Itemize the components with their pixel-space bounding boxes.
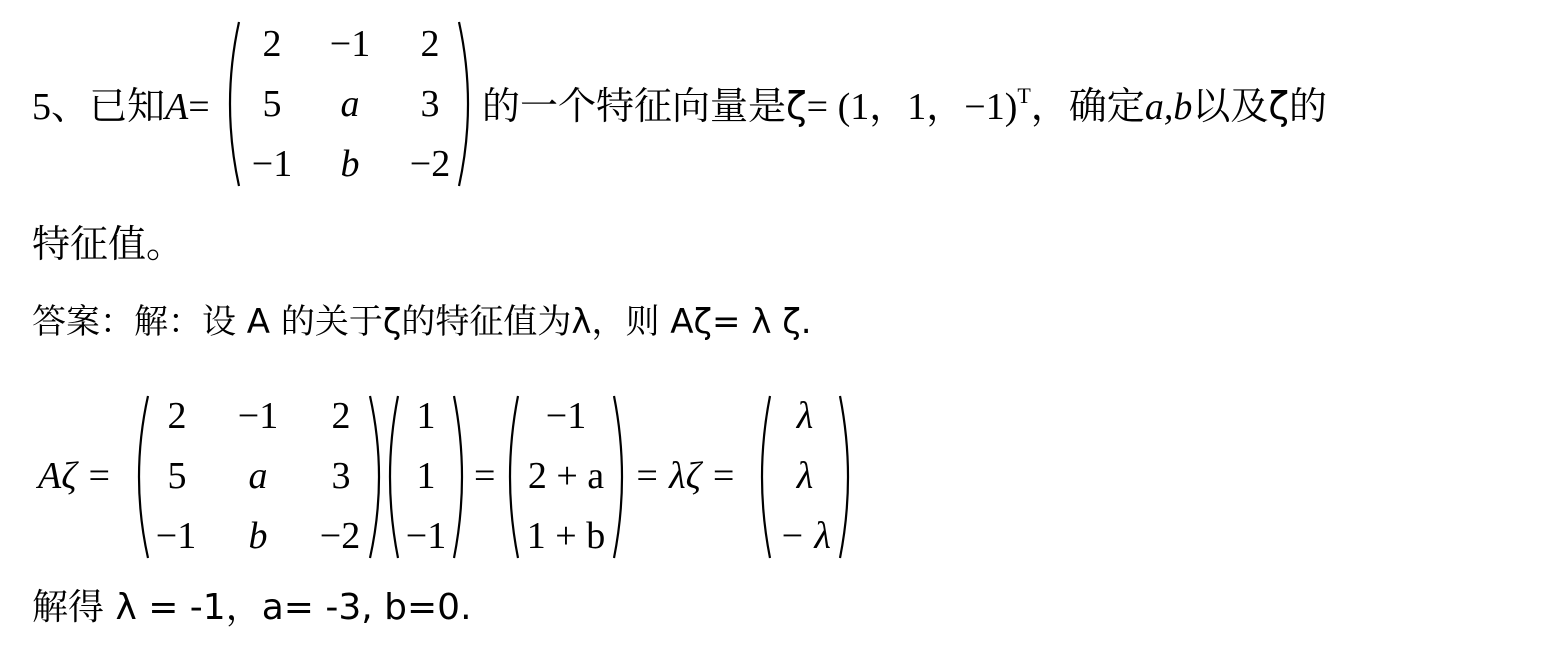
vector-cell: 2 + a (527, 455, 605, 497)
matrix-cell: 2 (331, 395, 351, 437)
problem-eigvec-text: 的一个特征向量是ζ (482, 84, 807, 128)
problem-determine: ，确定 (1030, 84, 1145, 128)
matrix-cell: −1 (237, 395, 279, 437)
vector-cell: 1 (416, 455, 436, 497)
matrix-cell: 2 (167, 395, 187, 437)
matrix-cell: −1 (329, 23, 371, 65)
matrix-cell: 5 (167, 455, 187, 497)
matrix-cell: 2 (420, 23, 440, 65)
matrix-cell: 5 (262, 83, 282, 125)
equation-equals-2: = λζ = (634, 455, 737, 497)
var-A: A (165, 86, 189, 128)
problem-index: 5、 (32, 86, 90, 128)
problem-line-2: 特征值。 (32, 222, 185, 266)
solution-line: 解得 λ = -1，a= -3, b=0. (32, 587, 472, 628)
matrix-cell: a (248, 455, 268, 497)
equation-vector-result (506, 392, 626, 562)
matrix-cell: −2 (409, 143, 451, 185)
matrix-cell: a (340, 83, 360, 125)
vector-cell: −1 (405, 515, 447, 557)
problem-number (32, 86, 210, 127)
vector-cell: λ (796, 455, 814, 497)
vector-cell: −1 (545, 395, 587, 437)
transpose-mark: T (1017, 83, 1031, 108)
problem-prefix: 已知 (89, 84, 166, 128)
vector-cell: λ (796, 395, 814, 437)
vector-cell: 1 (416, 395, 436, 437)
matrix-cell: −2 (319, 515, 361, 557)
matrix-cell: 3 (420, 83, 440, 125)
equals-sign: = (188, 86, 210, 128)
problem-tail: 以及ζ的 (1192, 84, 1327, 128)
equation-lhs: Aζ = (38, 455, 112, 497)
problem-rest (482, 83, 1327, 128)
problem-vector: = (1，1，−1) (806, 86, 1018, 128)
problem-matrix (225, 18, 473, 190)
matrix-cell: 3 (331, 455, 351, 497)
equation-vector-lambda (758, 392, 852, 562)
answer-line: 答案：解：设 A 的关于ζ的特征值为λ，则 Aζ= λ ζ. (32, 302, 812, 342)
matrix-cell: b (340, 143, 360, 185)
matrix-cell: −1 (155, 515, 197, 557)
matrix-cell: 2 (262, 23, 282, 65)
equation-equals-1: = (474, 455, 496, 497)
matrix-cell: b (248, 515, 268, 557)
vector-cell: 1 + b (526, 515, 606, 557)
vector-cell: − λ (779, 515, 831, 557)
equation-vector-zeta (386, 392, 466, 562)
equation-matrix-A (134, 392, 384, 562)
problem-vars: a,b (1144, 86, 1193, 128)
matrix-cell: −1 (251, 143, 293, 185)
